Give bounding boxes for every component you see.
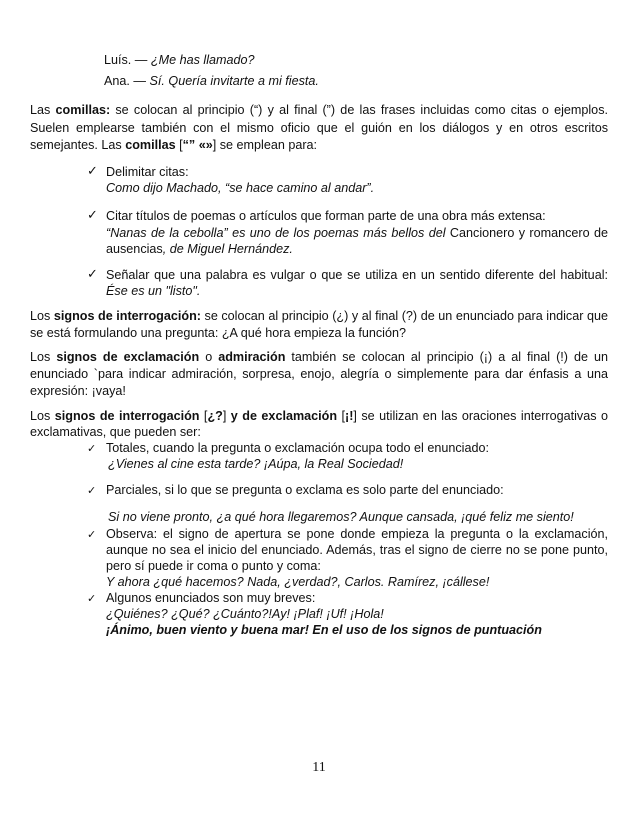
use-2-line-1: Citar títulos de poemas o artículos que forman parte de una obra más extensa: (106, 209, 546, 223)
interrogacion-line-1: Los signos de interrogación: se colocan al principio (¿) y al final (?) de un enunciado para indicar que (30, 309, 608, 323)
dialogue-line-2 (104, 74, 319, 89)
checkmark-icon: ✓ (87, 164, 98, 179)
checkmark-icon: ✓ (87, 528, 97, 541)
page-number: 11 (312, 760, 326, 775)
comillas-line-3: semejantes. Las comillas [“” «»] se emplean para: (30, 138, 318, 152)
exclamacion-line-2: enunciado `para indicar admiración, sorpresa, enojo, alegría o simplemente para dar énfasis a una (30, 367, 608, 381)
exclamacion-line-3: expresión: ¡vaya! (30, 384, 126, 398)
comillas-line-2: Suelen emplearse también con el mismo oficio que el guión en los diálogos y en otros escritos (30, 121, 608, 135)
kind-3-line-3: pero sí puede ir coma o punto y coma: (106, 559, 321, 573)
kind-3-example: Y ahora ¿qué hacemos? Nada, ¿verdad?, Carlos. Ramírez, ¡cállese! (106, 575, 490, 589)
exclamacion-line-1: Los signos de exclamación o admiración también se colocan al principio (¡) a al final (!) de un (30, 350, 608, 364)
use-1-example: Como dijo Machado, “se hace camino al andar”. (106, 181, 375, 195)
checkmark-icon: ✓ (87, 267, 98, 282)
kind-1-label: Totales, cuando la pregunta o exclamación ocupa todo el enunciado: (106, 441, 489, 455)
use-1-label: Delimitar citas: (106, 165, 189, 179)
use-2-line-3: ausencias, de Miguel Hernández. (106, 242, 293, 256)
checkmark-icon: ✓ (87, 442, 97, 455)
term-comillas: comillas: (55, 103, 111, 117)
dialogue-text: Sí. Quería invitarte a mi fiesta. (149, 74, 319, 88)
kind-2-example: Si no viene pronto, ¿a qué hora llegaremos? Aunque cansada, ¡qué feliz me siento! (108, 510, 574, 524)
dialogue-line-1 (104, 53, 255, 68)
kind-4-example-1: ¿Quiénes? ¿Qué? ¿Cuánto?!Ay! ¡Plaf! ¡Uf! ¡Hola! (106, 607, 384, 621)
use-3-example: Ése es un "listo". (106, 284, 201, 298)
kind-1-example: ¿Vienes al cine esta tarde? ¡Aúpa, la Real Sociedad! (108, 457, 404, 471)
checkmark-icon: ✓ (87, 208, 98, 223)
interrogacion-line-2: se está formulando una pregunta: ¿A qué hora empieza la función? (30, 326, 406, 340)
kind-4-example-2: ¡Ánimo, buen viento y buena mar! En el uso de los signos de puntuación (106, 623, 542, 637)
checkmark-icon: ✓ (87, 592, 97, 605)
checkmark-icon: ✓ (87, 484, 97, 497)
use-2-line-2: “Nanas de la cebolla” es uno de los poemas más bellos del Cancionero y romancero de (106, 226, 608, 240)
dialogue-speaker: Luís. — (104, 53, 148, 67)
kind-2-label: Parciales, si lo que se pregunta o exclama es solo parte del enunciado: (106, 483, 504, 497)
ambos-line-1: Los signos de interrogación [¿?] y de exclamación [¡!] se utilizan en las oraciones interrogativas o (30, 409, 608, 423)
kind-4-label: Algunos enunciados son muy breves: (106, 591, 316, 605)
dialogue-text: ¿Me has llamado? (150, 53, 255, 67)
use-3-line-1: Señalar que una palabra es vulgar o que se utiliza en un sentido diferente del habitual: (106, 268, 608, 282)
ambos-line-2: exclamativas, que pueden ser: (30, 425, 201, 439)
kind-3-line-1: Observa: el signo de apertura se pone donde empieza la pregunta o la exclamación, (106, 527, 608, 541)
kind-3-line-2: aunque no sea el inicio del enunciado. Además, tras el signo de cierre no se pone punto, (106, 543, 608, 557)
dialogue-speaker: Ana. — (104, 74, 146, 88)
comillas-line-1: Las comillas: se colocan al principio (“) y al final (”) de las frases incluidas como citas o ejemplos. (30, 103, 608, 117)
